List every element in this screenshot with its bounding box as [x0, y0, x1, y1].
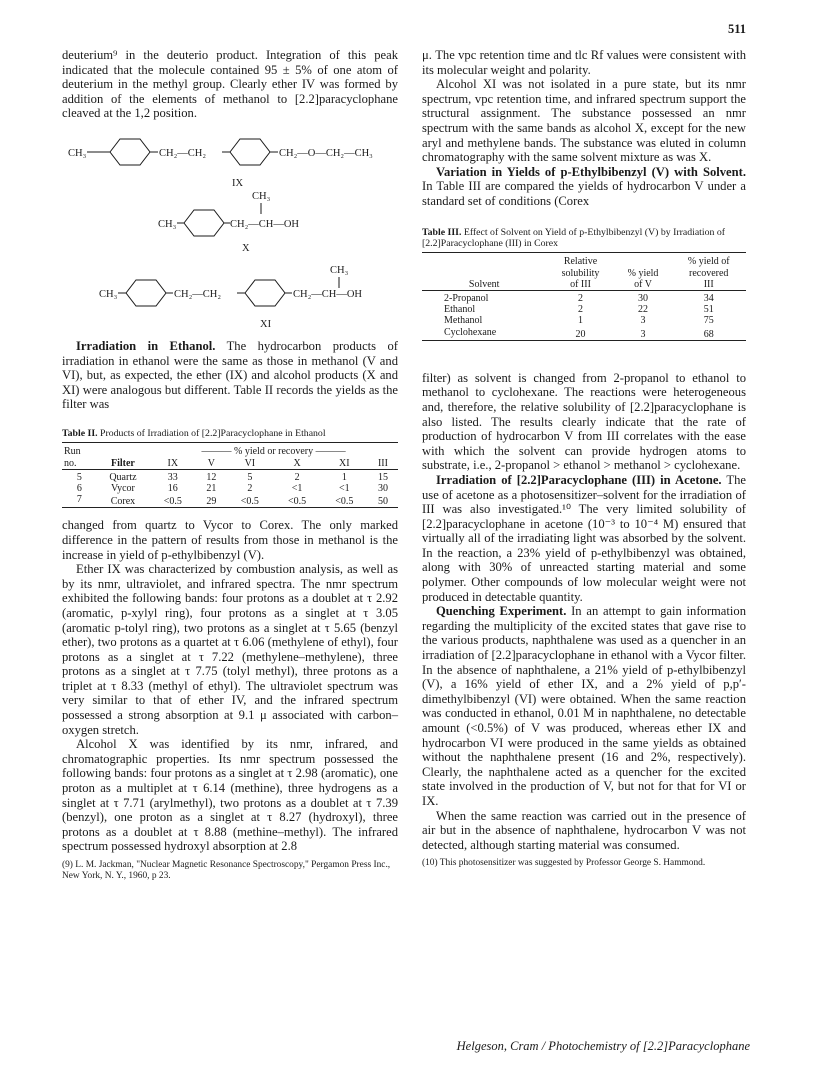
table-caption-text: Effect of Solvent on Yield of p-Ethylbibenzyl (V) by Irradiation of [2.2]Paracyclophane (III) in Corex — [422, 226, 726, 249]
table-cell: 30 — [377, 482, 388, 494]
table — [62, 442, 398, 508]
table-header-span: ——— % yield or recovery ——— — [201, 446, 346, 458]
right-column — [422, 48, 746, 869]
structure-x — [158, 191, 299, 254]
table-cell: 75 — [703, 315, 714, 327]
table-cell: Cyclohexane — [444, 326, 497, 338]
table-header-row — [62, 443, 398, 458]
table-header: XI — [339, 457, 350, 469]
table-row — [422, 315, 746, 326]
table-cell: 51 — [703, 304, 714, 316]
table-label: Table III. — [422, 226, 462, 238]
paragraph — [62, 339, 398, 412]
paragraph: Alcohol XI was not isolated in a pure state, but its nmr spectrum, vpc retention time, and infrared spectrum support the structural assignment. The substance possessed an nmr spectrum with the same bands as alcohol X, except for the new aryl and methylene bands. The substance was eluted in column chromatography with the same solvent mixture as was X. — [422, 77, 746, 165]
table-header: Relative solubility of III — [561, 256, 600, 290]
struct-ix-mid: CH₂—CH₂ — [159, 147, 206, 159]
table-cell: 22 — [638, 304, 649, 316]
left-column — [62, 48, 398, 882]
footnote: (10) This photosensitizer was suggested by Professor George S. Hammond. — [422, 858, 706, 869]
paragraph-text: The hydrocarbon products of irradiation in ethanol were the same as those in methanol (V and VI), but, as expected, the ether (IX) and alcohol products (X and XI) were analogous but different. Table II records the yields as the filter was — [62, 338, 398, 412]
table-cell: 33 — [167, 471, 178, 483]
table-header: % yield of recovered III — [687, 256, 730, 290]
struct-xi-label: XI — [260, 318, 272, 330]
table-caption — [62, 428, 398, 439]
paragraph: μ. The vpc retention time and tlc Rf values were consistent with its molecular weight and polarity. — [422, 48, 746, 77]
table-cell: 16 — [167, 482, 178, 494]
paragraph: deuterium⁹ in the deuterio product. Integration of this peak indicated that the molecule contained 95 ± 5% of one atom of deuterium in the methyl group. Clearly ether IV was formed by addition of the elements of methanol to [2.2]paracyclophane cleaved at the 1,2 position. — [62, 48, 398, 121]
table-cell: Quartz — [109, 471, 137, 483]
table-row — [62, 469, 398, 483]
table-header: X — [293, 457, 301, 469]
table-cell: <1 — [291, 482, 303, 494]
paragraph: Ether IX was characterized by combustion analysis, as well as by its nmr, ultraviolet, and infrared spectra. The nmr spectrum exhibited the following bands: four protons as a doublet at τ 2.92 (aromatic, p-xylyl ring), four protons as a singlet at τ 3.05 (aromatic p-tolyl ring), two protons as a singlet at τ 5.65 (benzyl ether), two protons as a quartet at τ 6.06 (methylene of ethyl), four protons as a singlet at τ 7.22 (methylene–methylene), three protons as a singlet at τ 7.75 (tolyl methyl), three protons as a triplet at τ 8.33 (methyl of ethyl). The ultraviolet spectrum was very similar to that of ether IV, and the infrared spectrum possessed a strong absorption at 9.1 μ associated with carbon–oxygen stretch. — [62, 562, 398, 737]
table-header: % yield of V — [627, 267, 659, 290]
table-cell: <0.5 — [335, 496, 354, 508]
struct-xi-left: CH₃ — [99, 288, 118, 300]
table-row — [422, 327, 746, 341]
table-iii — [422, 227, 746, 341]
structure-xi — [99, 265, 362, 330]
struct-x-label: X — [242, 242, 250, 254]
table-cell: 7 — [76, 494, 82, 506]
paragraph — [422, 473, 746, 604]
table-cell: 5 — [247, 471, 253, 483]
table-cell: 1 — [578, 315, 583, 327]
table-cell: <1 — [339, 482, 350, 494]
table-cell: 2 — [578, 304, 583, 316]
section-heading: Irradiation in Ethanol. — [76, 338, 216, 353]
table-row — [62, 494, 398, 508]
table-cell: 1 — [341, 471, 347, 483]
table-header: IX — [167, 457, 179, 469]
table-cell: 6 — [76, 482, 82, 494]
section-heading: Quenching Experiment. — [436, 604, 567, 619]
table-header: VI — [244, 457, 256, 469]
struct-xi-right: CH₂—CH—OH — [293, 288, 362, 300]
table-cell: <0.5 — [288, 496, 307, 508]
paragraph-text: In Table III are compared the yields of hydrocarbon V under a standard set of conditions (Corex — [422, 179, 746, 208]
table-header: V — [207, 457, 215, 469]
struct-xi-mid: CH₂—CH₂ — [174, 288, 221, 300]
table-cell: 50 — [377, 496, 388, 508]
table-cell: 2-Propanol — [444, 292, 489, 304]
table-cell: 12 — [206, 471, 217, 483]
table-cell: <0.5 — [240, 496, 259, 508]
table-cell: Vycor — [110, 482, 135, 494]
paragraph: changed from quartz to Vycor to Corex. The only marked difference in the pattern of results from those in methanol is the increase in yield of p-ethylbibenzyl (V). — [62, 518, 398, 562]
paragraph — [422, 165, 746, 209]
table-cell: 3 — [640, 328, 646, 340]
table — [422, 252, 746, 340]
table-cell: 29 — [206, 496, 217, 508]
table-header: III — [377, 457, 388, 469]
table-header: Solvent — [468, 278, 500, 290]
table-caption — [422, 227, 746, 250]
structure-ix — [68, 139, 373, 189]
table-cell: 20 — [575, 328, 586, 340]
table-header: no. — [64, 457, 77, 469]
paragraph — [422, 604, 746, 808]
table-header-row — [62, 458, 398, 470]
table-header: Filter — [111, 457, 135, 469]
struct-x-left: CH₃ — [158, 218, 177, 230]
table-label: Table II. — [62, 427, 98, 439]
structure-drawings — [62, 123, 398, 333]
table-cell: 68 — [703, 328, 714, 340]
table-row — [422, 304, 746, 315]
table-cell: Corex — [110, 496, 136, 508]
running-footer: Helgeson, Cram / Photochemistry of [2.2]Paracyclophane — [456, 1039, 750, 1053]
table-row — [62, 483, 398, 494]
section-heading: Variation in Yields of p-Ethylbibenzyl (V) with Solvent. — [436, 164, 746, 179]
paragraph: When the same reaction was carried out in the presence of air but in the absence of naphthalene, hydrocarbon V was not detected, although starting material was consumed. — [422, 808, 746, 852]
struct-ix-label: IX — [232, 177, 244, 189]
table-cell: Methanol — [444, 315, 483, 327]
table-cell: Ethanol — [444, 304, 476, 316]
section-heading: Irradiation of [2.2]Paracyclophane (III) in Acetone. — [436, 472, 722, 487]
table-cell: 2 — [578, 292, 583, 304]
table-caption-text: Products of Irradiation of [2.2]Paracyclophane in Ethanol — [97, 427, 326, 439]
struct-x-right: CH₂—CH—OH — [230, 218, 299, 230]
struct-ix-right: CH₂—O—CH₂—CH₃ — [279, 147, 373, 159]
table-cell: 3 — [640, 315, 646, 327]
table-cell: 30 — [638, 292, 649, 304]
struct-xi-top: CH₃ — [330, 264, 349, 276]
page-number: 511 — [727, 22, 746, 36]
table-cell: 5 — [76, 471, 82, 483]
paragraph: Alcohol X was identified by its nmr, infrared, and chromatographic properties. Its nmr spectrum possessed the following bands: four protons as a singlet at τ 2.98 (aromatic), one proton as a multiplet at τ 6.14 (methine), three hydrogens as a singlet at τ 7.71 (arylmethyl), two protons as a doublet at τ 7.39 (benzyl), one proton as a singlet at τ 8.27 (hydroxyl), three protons as a doublet at τ 8.88 (methine–methyl). The infrared spectrum possessed hydroxyl absorption at 2.8 — [62, 737, 398, 854]
table-header: Run — [64, 446, 81, 458]
table-cell: <0.5 — [163, 496, 182, 508]
footnote: (9) L. M. Jackman, "Nuclear Magnetic Resonance Spectroscopy," Pergamon Press Inc., New York, N. Y., 1960, p 23. — [62, 860, 391, 882]
paragraph: filter) as solvent is changed from 2-propanol to ethanol to methanol to cyclohexane. The reactions were heterogeneous and, therefore, the relative solubility of [2.2]paracyclophane is also listed. The results clearly indicate that the rate of production of hydrocarbon V from III correlates with the ease with which the solvent can provide hydrogen atoms to substrate, i.e., 2-propanol > ethanol > methanol > cyclohexane. — [422, 370, 746, 473]
table-ii — [62, 428, 398, 508]
table-cell: 15 — [377, 471, 388, 483]
paragraph-text: The use of acetone as a photosensitizer–solvent for the irradiation of III was also investigated.¹⁰ The very limited solubility of [2.2]paracyclophane in acetone (10⁻³ to 10⁻⁴ M) ensured that virtually all of the irradiating light was absorbed by the solvent. In the reaction, a 23% yield of p-ethylbibenzyl was obtained, along with 30% of unreacted starting material and some polymer. Other compounds of low molecular weight were not produced in detectable quantity. — [422, 472, 746, 604]
struct-ix-left: CH₃ — [68, 147, 87, 159]
table-row — [422, 290, 746, 304]
chemical-structures — [62, 123, 398, 333]
table-cell: 2 — [247, 482, 253, 494]
table-cell: 2 — [294, 471, 300, 483]
paragraph-text: In an attempt to gain information regarding the multiplicity of the excited states that gave rise to the various products, naphthalene was used as a quencher in an irradiation of [2.2]paracyclophane in ethanol with a Vycor filter. In the absence of naphthalene, a 21% yield of p-ethylbibenzyl (V), a 16% yield of ether IX, and a 2% yield of p,p′-dimethylbibenzyl (VI) were obtained. When the same reaction was conducted in ethanol, 0.01 M in naphthalene, no detectable amount (<0.5%) of V was produced, whereas ether IX and hydrocarbon VI were produced in the same yields as obtained without the naphthalene present (16 and 2%, respectively). Clearly, the naphthalene acted as a quencher for the excited state involved in the production of V, but not for that for VI or IX. — [422, 604, 746, 808]
struct-x-top: CH₃ — [252, 190, 271, 202]
table-header-row — [422, 253, 746, 291]
table-cell: 34 — [703, 292, 714, 304]
table-cell: 21 — [206, 482, 217, 494]
